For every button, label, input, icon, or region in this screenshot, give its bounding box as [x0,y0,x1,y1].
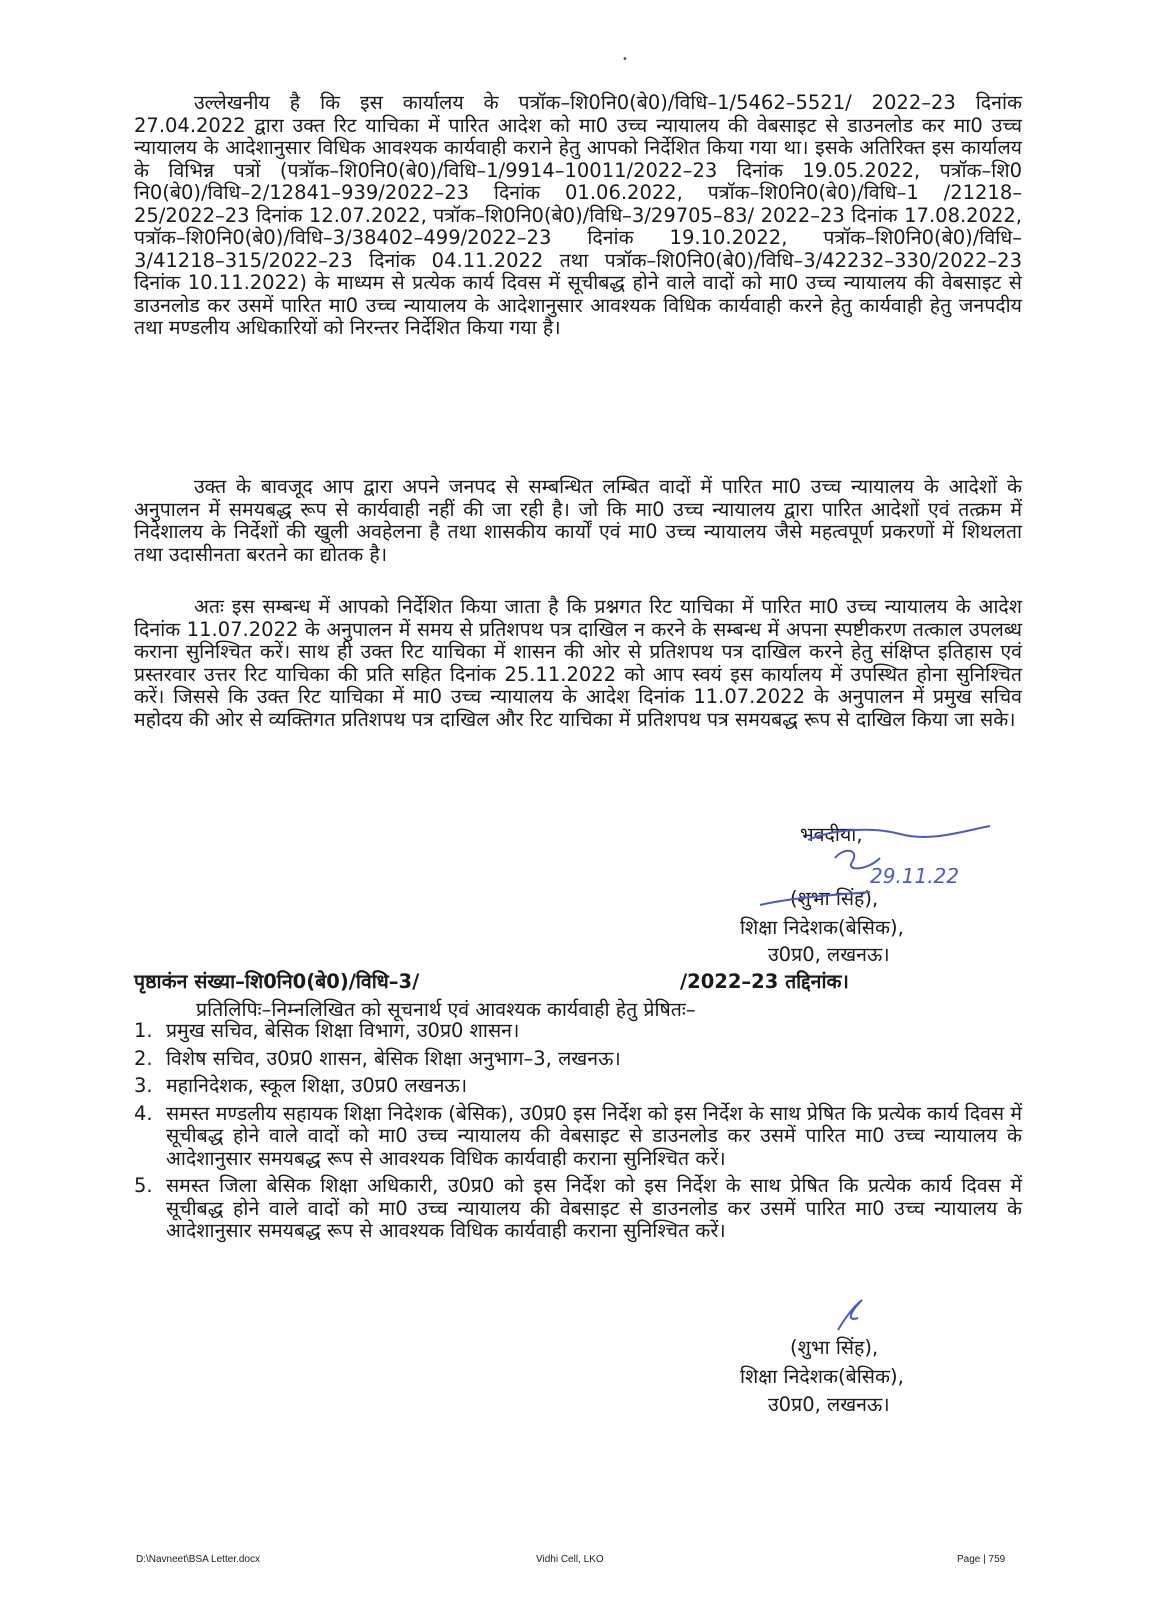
scan-mark: • [622,54,628,65]
list-number: 1. [134,1019,153,1042]
list-text: विशेष सचिव, उ0प्र0 शासन, बेसिक शिक्षा अनुभाग–3, लखनऊ। [166,1046,621,1070]
footer-office: Vidhi Cell, LKO [536,1554,604,1565]
paragraph-3-text: अतः इस सम्बन्ध में आपको निर्देशित किया जाता है कि प्रश्नगत रिट याचिका में पारित मा0 उच्च न्यायालय के आदेश दिनांक 11.07.2022 के अनुपालन में समय से प्रतिशपथ पत्र दाखिल न करने के सम्बन्ध में अपना स्पष्टीकरण तत्काल उपलब्ध कराना सुनिश्चित करें। साथ ही उक्त रिट याचिका में शासन की ओर से प्रतिशपथ पत्र दाखिल करने हेतु संक्षिप्त इतिहास एवं प्रस्तरवार उत्तर रिट याचिका की प्रति सहित दिनांक 25.11.2022 को आप स्वयं इस कार्यालय में उपस्थित होना सुनिश्चित करें। जिससे कि उक्त रिट याचिका में मा0 उच्च न्यायालय के आदेश दिनांक 11.07.2022 के अनुपालन में प्रमुख सचिव महोदय की ओर से व्यक्तिगत प्रतिशपथ पत्र दाखिल और रिट याचिका में प्रतिशपथ पत्र समयबद्ध रूप से दाखिल किया जा सके। [134,595,1022,731]
signatory-location-2: उ0प्र0, लखनऊ। [768,1393,890,1416]
copy-to-heading: प्रतिलिपिः–निम्नलिखित को सूचनार्थ एवं आवश्यक कार्यवाही हेतु प्रेषितः– [196,998,696,1021]
paragraph-2-text: उक्त के बावजूद आप द्वारा अपने जनपद से सम्बन्धित लम्बित वादों में पारित मा0 उच्च न्यायालय के आदेशों के अनुपालन में समयबद्ध रूप से कार्यवाही नहीं की जा रही है। जो कि मा0 उच्च न्यायालय द्वारा पारित आदेशों एवं तत्क्रम में निदेशालय के निर्देशों की खुली अवहेलना है तथा शासकीय कार्यों एवं मा0 उच्च न्यायालय जैसे महत्वपूर्ण प्रकरणों में शिथलता तथा उदासीनता बरतने का द्योतक है। [134,475,1022,566]
list-number: 4. [134,1101,153,1125]
signatory-title-2: शिक्षा निदेशक(बेसिक), [740,1365,904,1388]
list-text: प्रमुख सचिव, बेसिक शिक्षा विभाग, उ0प्र0 शासन। [166,1019,520,1042]
signatory-title: शिक्षा निदेशक(बेसिक), [740,916,904,939]
list-number: 3. [134,1074,153,1097]
endorsement-date: /2022–23 तद्दिनांक। [680,970,849,993]
footer-page-number: Page | 759 [957,1554,1006,1565]
signature-greeting: भवदीया, [800,823,863,846]
list-text: महानिदेशक, स्कूल शिक्षा, उ0प्र0 लखनऊ। [166,1074,468,1097]
list-text: समस्त मण्डलीय सहायक शिक्षा निदेशक (बेसिक), उ0प्र0 इस निर्देश को इस निर्देश के साथ प्रेषित कि प्रत्येक कार्य दिवस में सूचीबद्ध होने वाले वादों को मा0 उच्च न्यायालय की वेबसाइट से डाउनलोड कर उसमें पारित मा0 उच्च न्यायालय के आदेशानुसार समयबद्ध रूप से आवश्यक विधिक कार्यवाही कराना सुनिश्चित करें। [166,1101,1022,1170]
list-number: 5. [134,1174,153,1197]
list-number: 2. [134,1046,153,1070]
handwritten-date: 29.11.22 [870,864,960,888]
endorsement-number: पृष्ठाकंन संख्या–शि0नि0(बे0)/विधि–3/ [134,970,420,993]
signatory-location: उ0प्र0, लखनऊ। [768,943,890,966]
list-text: समस्त जिला बेसिक शिक्षा अधिकारी, उ0प्र0 को इस निर्देश को इस निर्देश के साथ प्रेषित कि प्रत्येक कार्य दिवस में सूचीबद्ध होने वाले वादों को मा0 उच्च न्यायालय की वेबसाइट से डाउनलोड कर उसमें पारित मा0 उच्च न्यायालय के आदेशानुसार समयबद्ध रूप से आवश्यक विधिक कार्यवाही कराना सुनिश्चित करें। [166,1174,1022,1242]
footer-file-path: D:\Navneet\BSA Letter.docx [136,1554,260,1565]
paragraph-1-text: उल्लेखनीय है कि इस कार्यालय के पत्रॉक–शि0नि0(बे0)/विधि–1/5462–5521/ 2022–23 दिनांक 27.04.2022 द्वारा उक्त रिट याचिका में पारित आदेश को मा0 उच्च न्यायालय की वेबसाइट से डाउनलोड कर मा0 उच्च न्यायालय के आदेशानुसार विधिक आवश्यक कार्यवाही कराने हेतु आपको निर्देशित किया गया था। इसके अतिरिक्त इस कार्यालय के विभिन्न पत्रों (पत्रॉक–शि0नि0(बे0)/विधि–1/9914–10011/2022–23 दिनांक 19.05.2022, पत्रॉक–शि0 नि0(बे0)/विधि–2/12841–939/2022–23 दिनांक 01.06.2022, पत्रॉक–शि0नि0(बे0)/विधि–1 /21218–25/2022–23 दिनांक 12.07.2022, पत्रॉक–शि0नि0(बे0)/विधि–3/29705–83/ 2022–23 दिनांक 17.08.2022, पत्रॉक–शि0नि0(बे0)/विधि–3/38402–499/2022–23 दिनांक 19.10.2022, पत्रॉक–शि0नि0(बे0)/विधि–3/41218–315/2022–23 दिनांक 04.11.2022 तथा पत्रॉक–शि0नि0(बे0)/विधि–3/42232–330/2022–23 दिनांक 10.11.2022) के माध्यम से प्रत्येक कार्य दिवस में सूचीबद्ध होने वाले वादों को मा0 उच्च न्यायालय की वेबसाइट से डाउनलोड कर उसमें पारित मा0 उच्च न्यायालय के आदेशानुसार आवश्यक विधिक कार्यवाही करने हेतु कार्यवाही हेतु जनपदीय तथा मण्डलीय अधिकारियों को निरन्तर निर्देशित किया गया है। [134,91,1022,339]
signatory-name-2: (शुभा सिंह), [790,1336,879,1359]
signatory-name: (शुभा सिंह), [790,887,879,910]
